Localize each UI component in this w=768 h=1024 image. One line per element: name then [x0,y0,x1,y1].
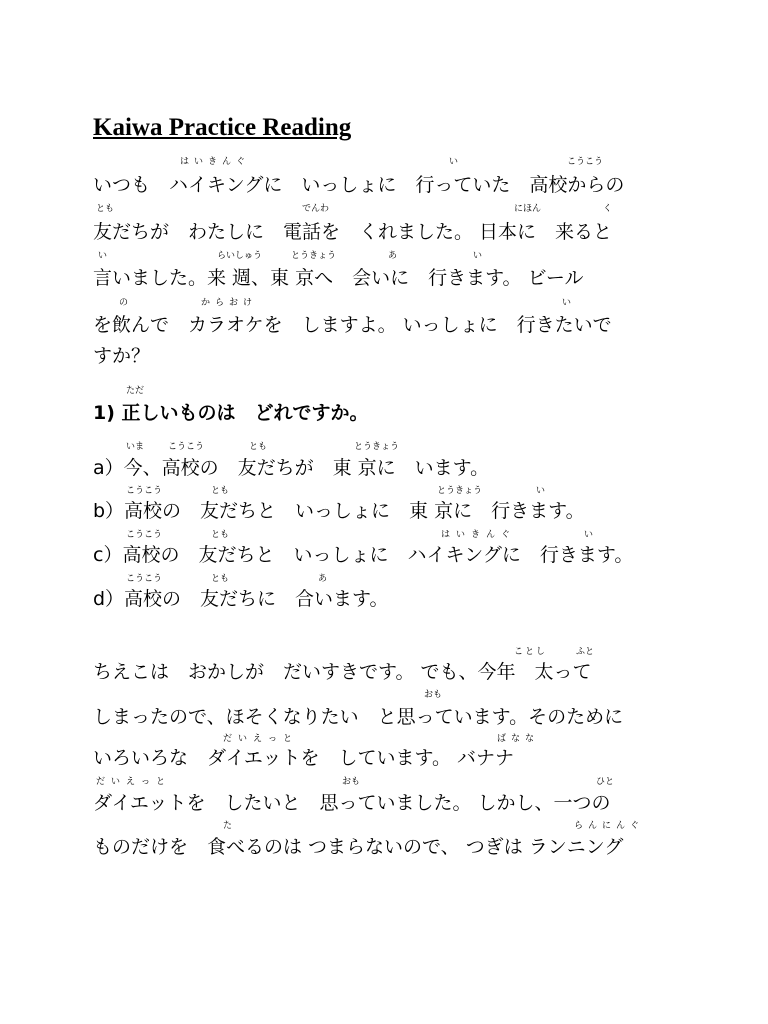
furigana: だいえっと [96,777,172,787]
furigana: た [223,821,233,831]
furigana: ただ [126,386,145,396]
furigana: からおけ [201,298,258,308]
answer-option-a: a）今、高校の 友だちが 東 京に います。 [93,457,490,479]
furigana: でんわ [302,204,330,214]
passage-line: いつも ハイキングに いっしょに 行っていた 高校からの [93,174,625,196]
furigana: はいきんぐ [180,157,251,167]
furigana: らんにんぐ [574,821,645,831]
furigana: にほん [514,204,542,214]
passage-line: いろいろな ダイエットを しています。 バナナ [93,747,515,769]
furigana: い [562,298,572,308]
furigana: こうこう [126,530,163,540]
furigana: く [603,204,613,214]
furigana: だいえっと [223,734,299,744]
furigana: はいきんぐ [441,530,517,540]
answer-option-d: d）高校の 友だちに 合います。 [93,588,389,610]
passage-line: を飲んで カラオケを しますよ。 いっしょに 行きたいで [93,314,612,336]
furigana: おも [424,690,443,700]
furigana: おも [342,777,361,787]
furigana: い [449,157,459,167]
passage-line: ものだけを 食べるのは つまらないので、 つぎは ランニング [93,836,624,858]
furigana: とうきょう [291,251,337,261]
passage-line: ダイエットを したいと 思っていました。 しかし、一つの [93,792,611,814]
passage-line: ちえこは おかしが だいすきです。 でも、今年 太って [93,661,592,683]
furigana: とうきょう [437,486,483,496]
furigana: こうこう [168,442,205,452]
furigana: いま [126,442,145,452]
furigana: の [119,298,129,308]
furigana: こうこう [126,574,163,584]
passage-line: 友だちが わたしに 電話を くれました。 日本に 来ると [93,221,613,243]
furigana: こうこう [126,486,163,496]
passage-line: 言いました。来 週、東 京へ 会いに 行きます。 ビール [93,267,584,289]
answer-option-c: c）高校の 友だちと いっしょに ハイキングに 行きます。 [93,544,634,566]
furigana: ことし [514,647,548,657]
furigana: らいしゅう [217,251,263,261]
furigana: とも [211,574,230,584]
furigana: こうこう [567,157,604,167]
furigana: とも [96,204,115,214]
furigana: とも [211,486,230,496]
furigana: あ [318,574,328,584]
furigana: とも [211,530,230,540]
furigana: ひと [596,777,615,787]
question-prompt: 1) 正しいものは どれですか。 [93,402,369,424]
furigana: い [473,251,483,261]
answer-option-b: b）高校の 友だちと いっしょに 東 京に 行きます。 [93,500,585,522]
furigana: い [536,486,546,496]
furigana: あ [388,251,398,261]
page-title: Kaiwa Practice Reading [93,114,352,141]
furigana: ふと [576,647,595,657]
passage-line: しまったので、ほそくなりたい と思っています。そのために [93,706,624,728]
furigana: い [584,530,594,540]
furigana: とうきょう [354,442,400,452]
furigana: ばなな [497,734,540,744]
furigana: とも [249,442,268,452]
furigana: い [98,251,108,261]
passage-line: すか？ [93,345,151,367]
